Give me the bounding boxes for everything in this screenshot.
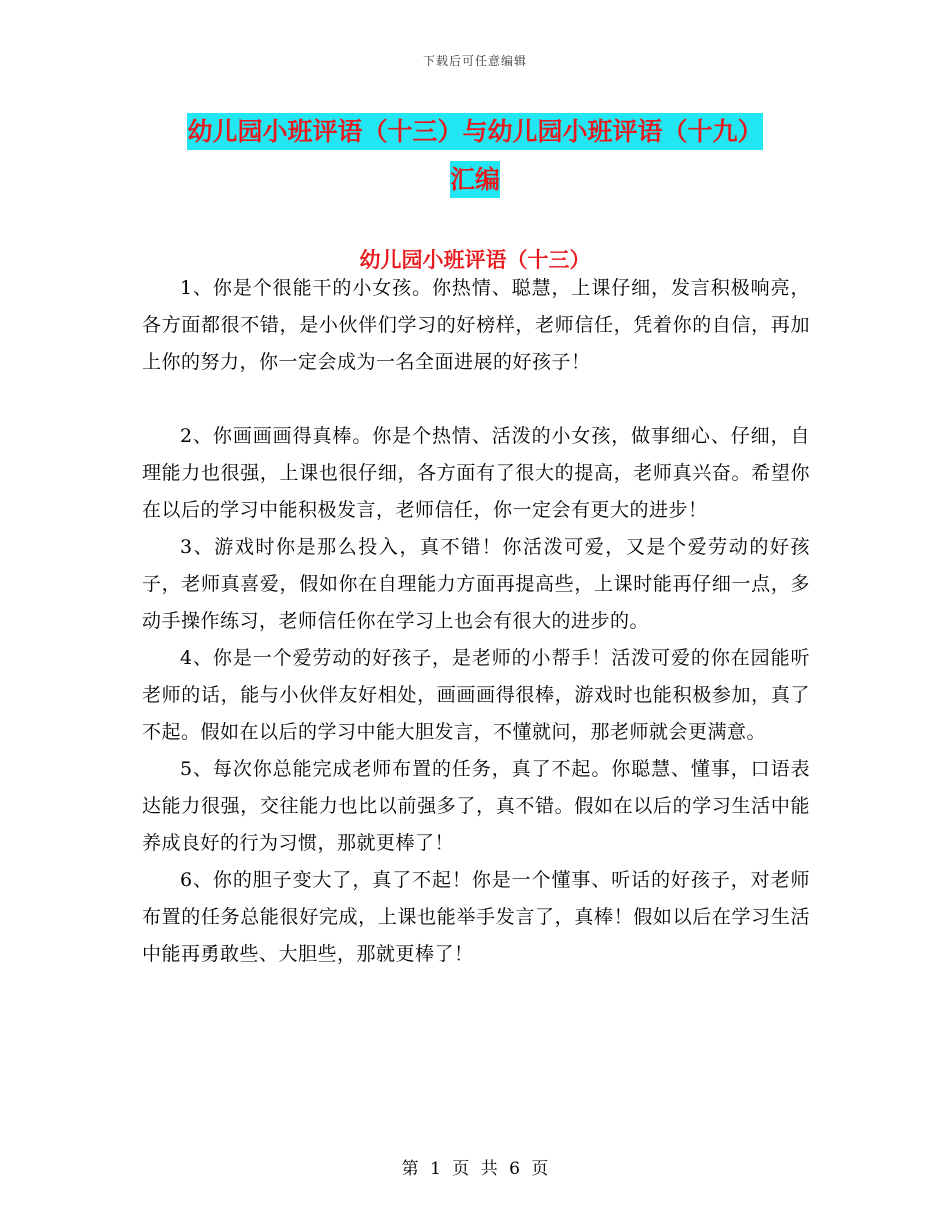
paragraph-6: 6、你的胆子变大了，真了不起！你是一个懂事、听话的好孩子，对老师布置的任务总能很好完成，上课也能举手发言了，真棒！假如以后在学习生活中能再勇敢些、大胆些，那就更棒了！ [142,869,810,965]
paragraph-1: 1、你是个很能干的小女孩。你热情、聪慧，上课仔细，发言积极响亮，各方面都很不错，是小伙伴们学习的好榜样，老师信任，凭着你的自信，再加上你的努力，你一定会成为一名全面进展的好孩子！ [142,277,810,373]
document-body [142,270,810,973]
header-note: 下载后可任意编辑 [422,54,527,68]
page-footer: 第 1 页 共 6 页 [401,1159,549,1179]
document-title [140,108,810,204]
paragraph-2: 2、你画画画得真棒。你是个热情、活泼的小女孩，做事细心、仔细，自理能力也很强，上课也很仔细，各方面有了很大的提高，老师真兴奋。希望你在以后的学习中能积极发言，老师信任，你一定会有更大的进步！ [142,425,810,521]
document-title-line2: 汇编 [450,161,500,198]
paragraph-3: 3、游戏时你是那么投入，真不错！你活泼可爱，又是个爱劳动的好孩子，老师真喜爱，假如你在自理能力方面再提高些，上课时能再仔细一点，多动手操作练习，老师信任你在学习上也会有很大的进步的。 [142,536,810,632]
document-title-line1: 幼儿园小班评语（十三）与幼儿园小班评语（十九） [187,113,762,150]
section-title: 幼儿园小班评语（十三） [359,247,591,272]
paragraph-5: 5、每次你总能完成老师布置的任务，真了不起。你聪慧、懂事，口语表达能力很强，交往能力也比以前强多了，真不错。假如在以后的学习生活中能养成良好的行为习惯，那就更棒了！ [142,758,810,854]
paragraph-4: 4、你是一个爱劳动的好孩子，是老师的小帮手！活泼可爱的你在园能听老师的话，能与小伙伴友好相处，画画画得很棒，游戏时也能积极参加，真了不起。假如在以后的学习中能大胆发言，不懂就问，那老师就会更满意。 [142,647,810,743]
